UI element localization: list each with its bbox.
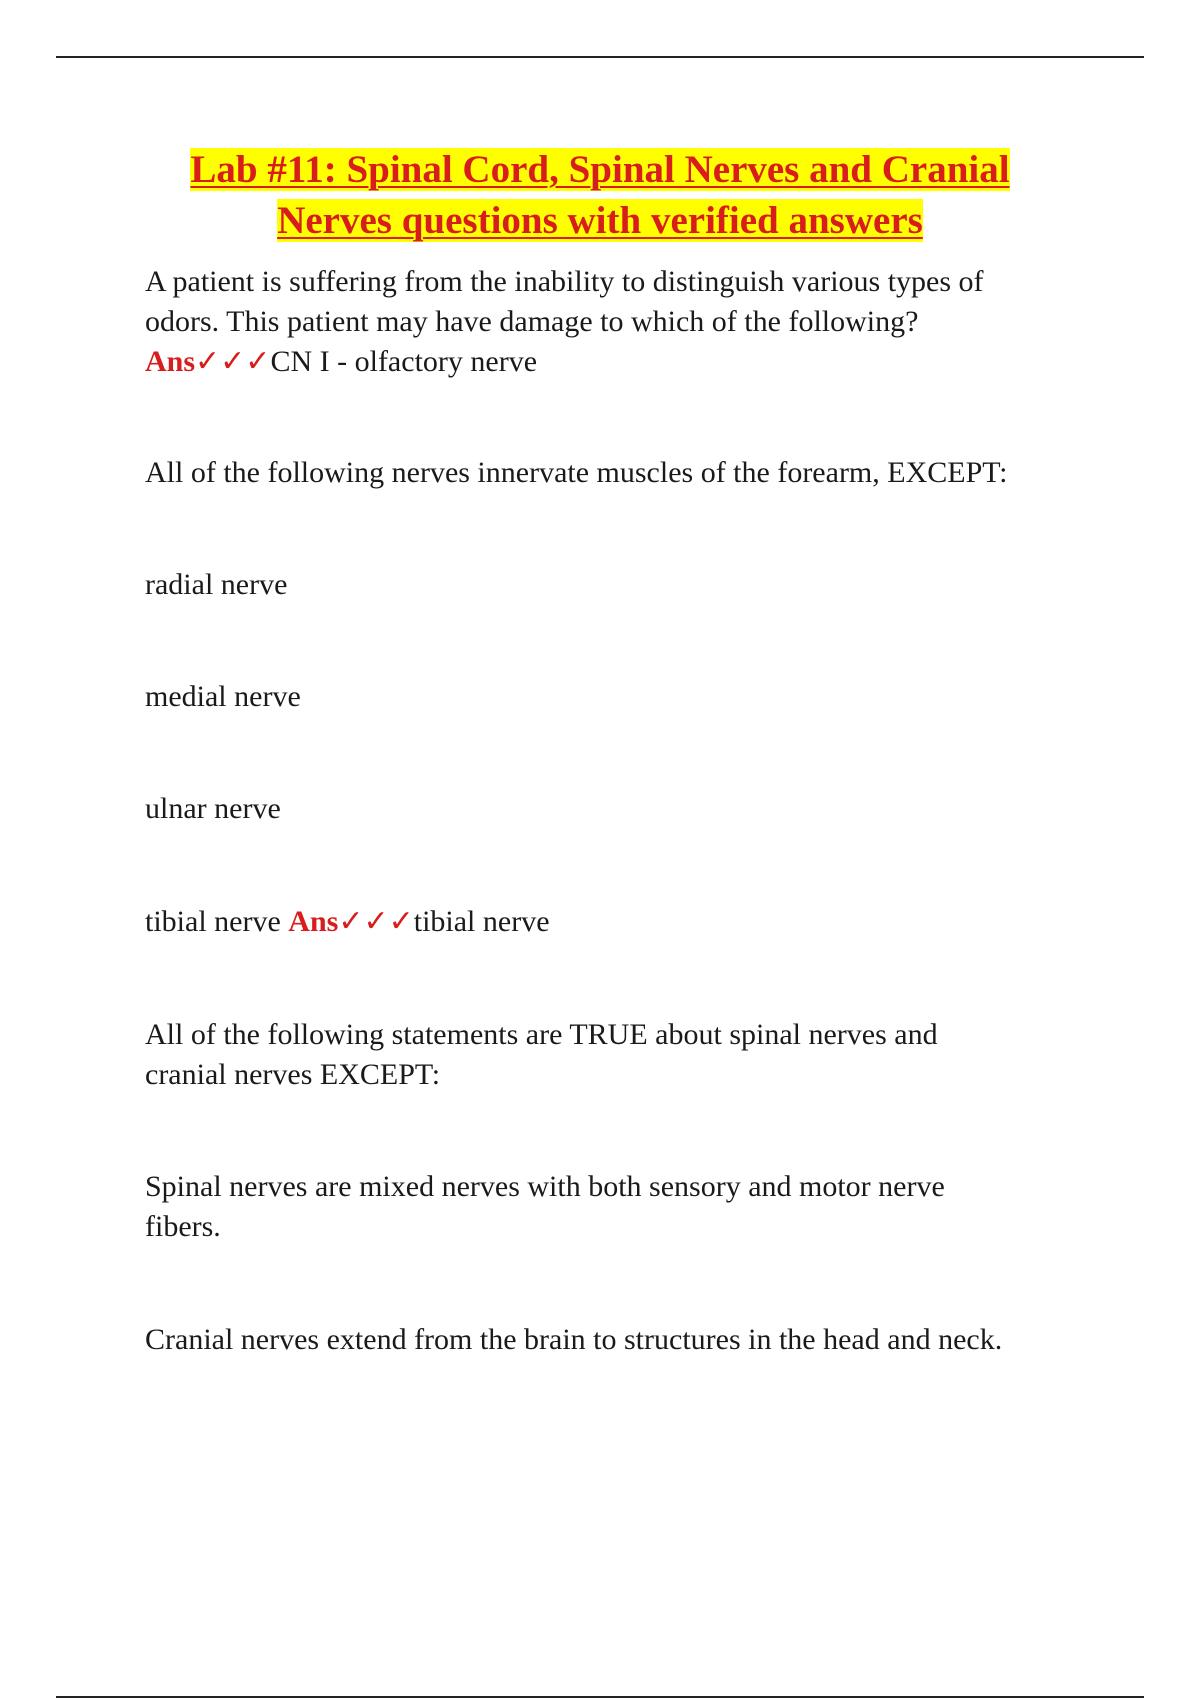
question-3-option-1-line-2: fibers. [145,1210,221,1243]
question-3-option-1 [145,1167,1085,1247]
question-2-option-3: ulnar nerve [145,792,281,825]
bottom-rule [56,1696,1144,1698]
check-marks-icon: ✓✓✓ [338,905,414,938]
question-3 [145,1015,1085,1095]
check-marks-icon: ✓✓✓ [195,345,271,378]
question-2-answer: tibial nerve [413,905,550,938]
answer-marker: Ans [288,905,339,938]
question-2-option-2: medial nerve [145,680,301,713]
question-2-option-4: tibial nerve [145,905,281,938]
title-line-2: Nerves questions with verified answers [277,199,923,242]
question-2-option-1: radial nerve [145,568,288,601]
question-1-line-2: odors. This patient may have damage to which of the following? [145,305,919,338]
document-title [100,144,1100,246]
question-2-stem: All of the following nerves innervate muscles of the forearm, EXCEPT: [145,456,1008,489]
question-3-option-1-line-1: Spinal nerves are mixed nerves with both sensory and motor nerve [145,1170,945,1203]
question-3-option-2: Cranial nerves extend from the brain to structures in the head and neck. [145,1323,1003,1356]
answer-marker: Ans [145,345,196,378]
question-1-answer-line [145,342,1085,382]
question-2-option-4-answer-line [145,902,1085,942]
question-3-line-2: cranial nerves EXCEPT: [145,1058,441,1091]
question-1-answer: CN I - olfactory nerve [270,345,538,378]
top-rule [56,56,1144,58]
question-3-line-1: All of the following statements are TRUE about spinal nerves and [145,1018,938,1051]
question-1-line-1: A patient is suffering from the inability to distinguish various types of [145,265,984,298]
question-1 [145,262,1085,382]
title-line-1: Lab #11: Spinal Cord, Spinal Nerves and Cranial [190,148,1010,191]
